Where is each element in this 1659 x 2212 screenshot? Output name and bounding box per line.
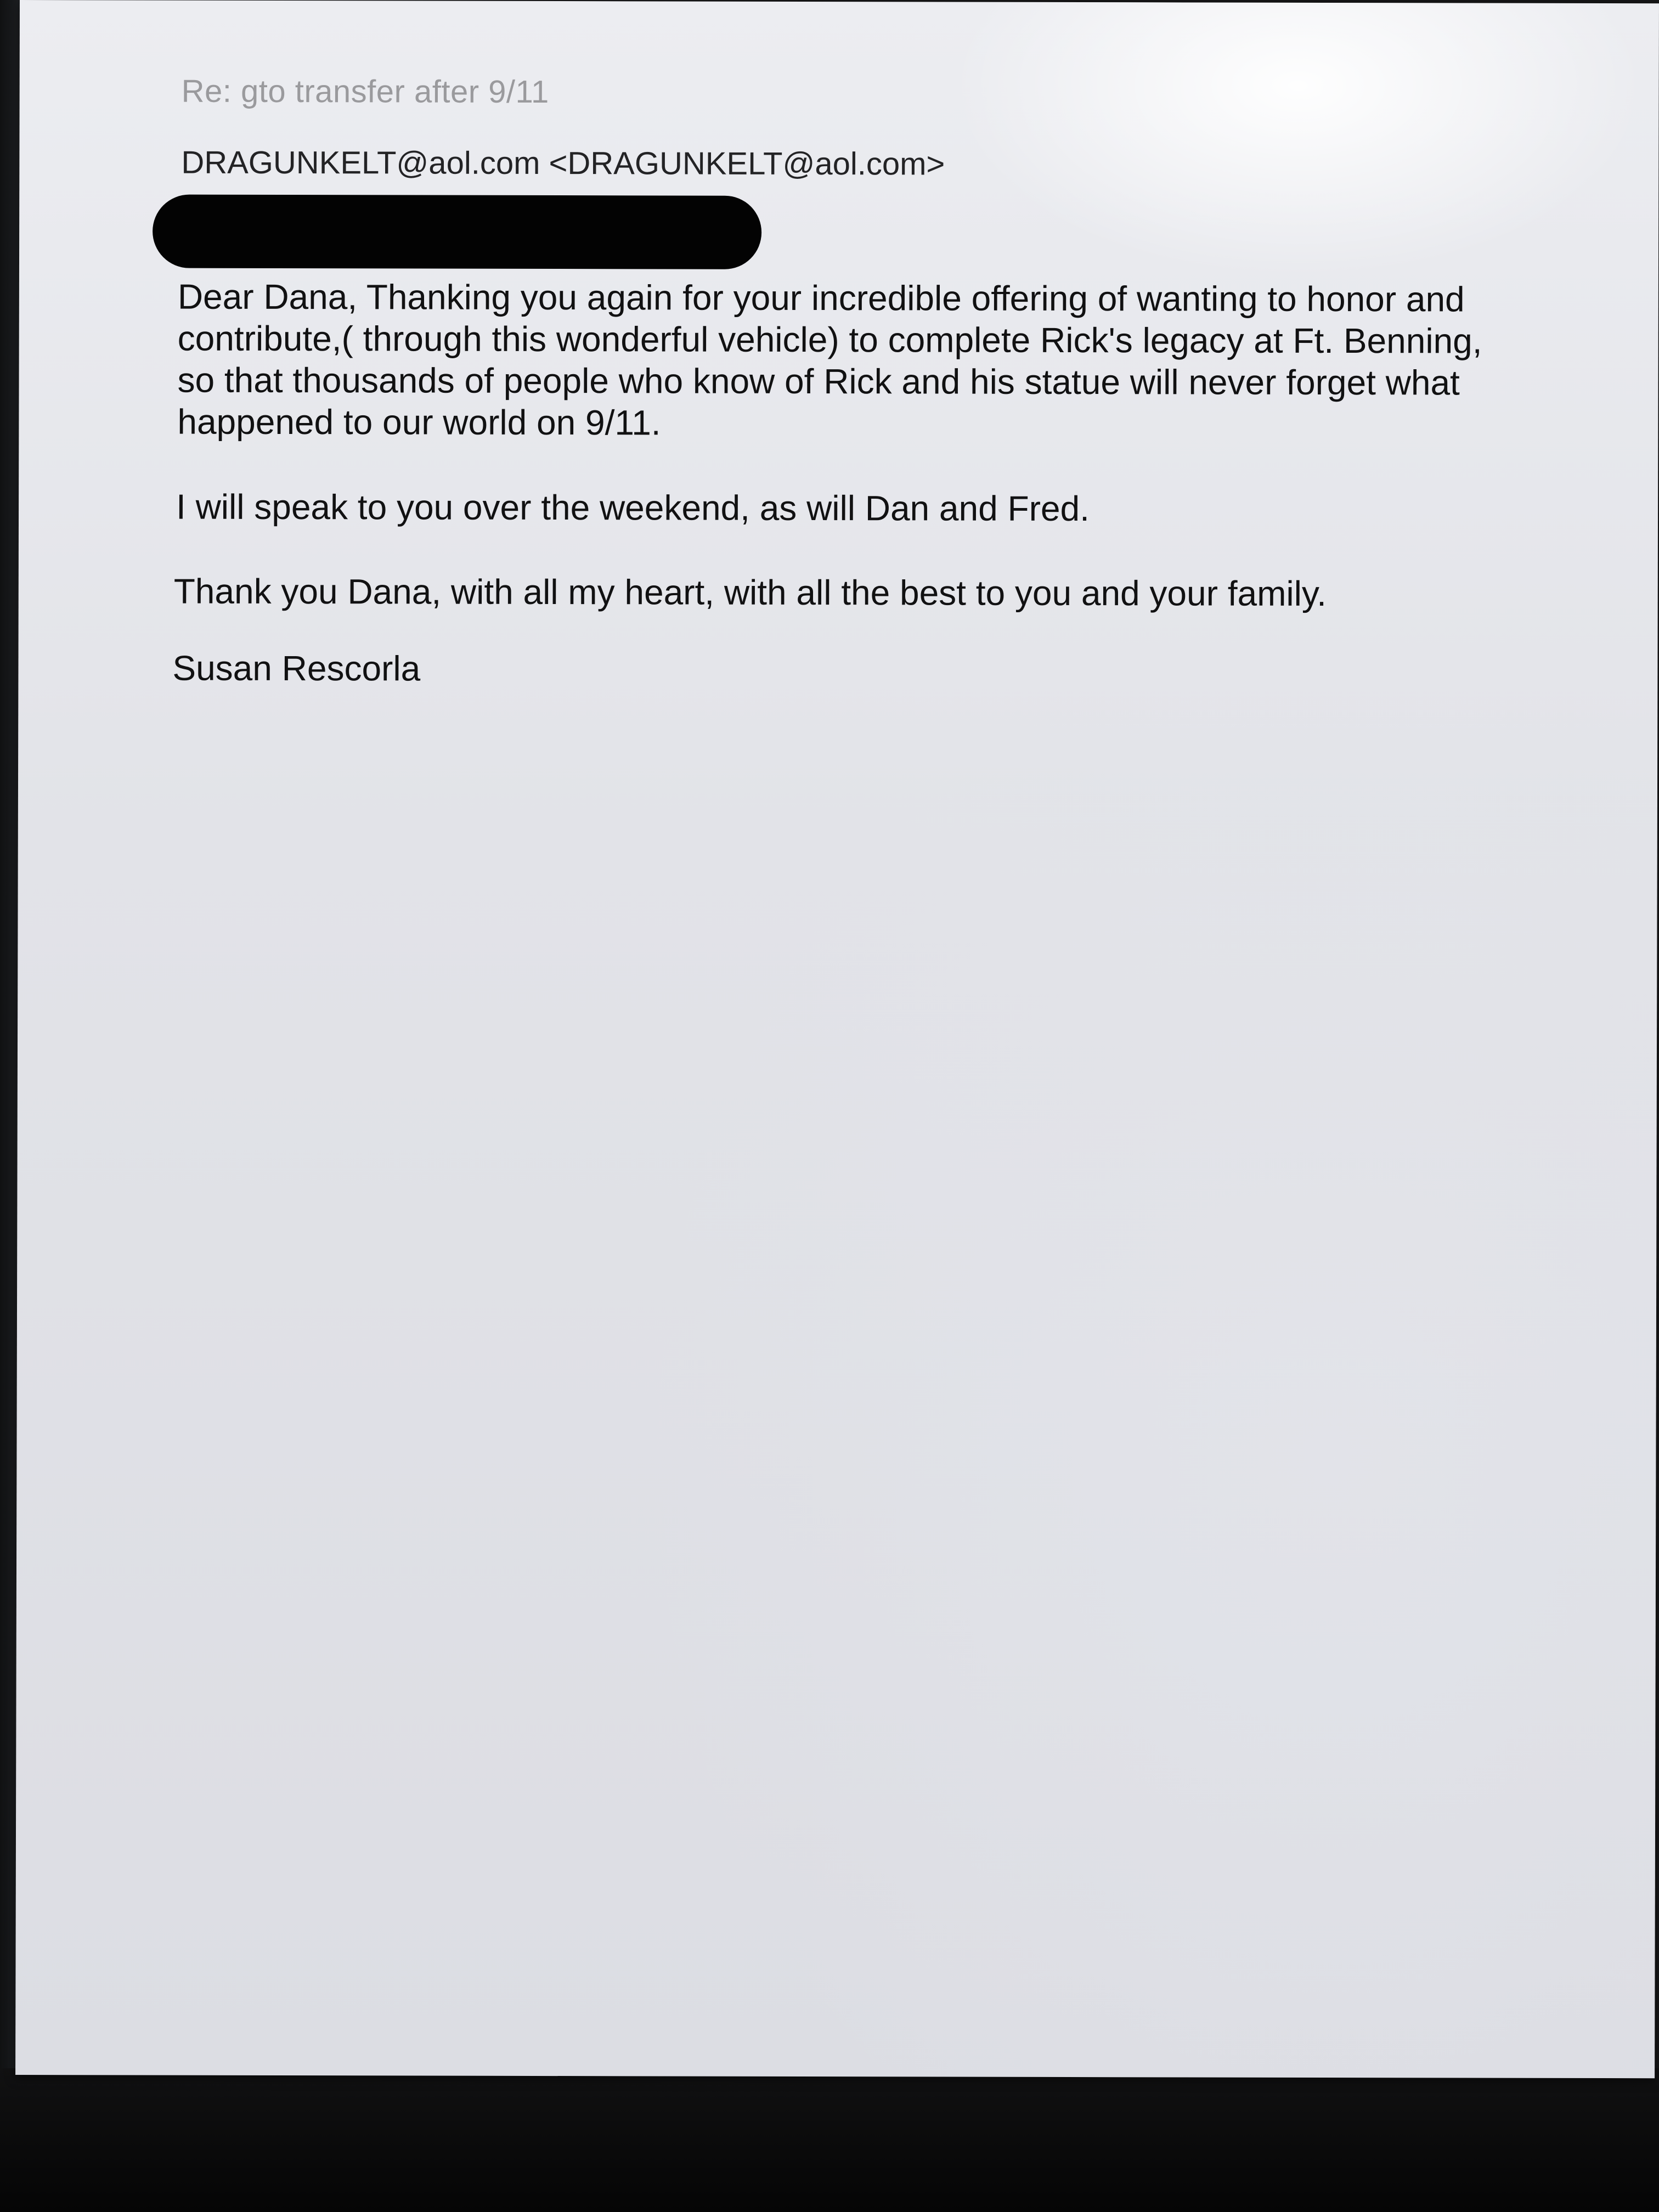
- email-sender: DRAGUNKELT@aol.com <DRAGUNKELT@aol.com>: [181, 144, 945, 182]
- redaction-bar: [153, 195, 761, 269]
- email-body-paragraph-3: Thank you Dana, with all my heart, with all the best to you and your family.: [173, 571, 1327, 613]
- body-line: Dear Dana, Thanking you again for your incredible offering of wanting to honor and: [177, 276, 1465, 319]
- body-line: contribute,( through this wonderful vehicle) to complete Rick's legacy at Ft. Benning,: [177, 318, 1482, 361]
- email-body-paragraph-1: [177, 276, 1571, 445]
- email-signature: Susan Rescorla: [172, 648, 421, 689]
- printed-email-page: [15, 0, 1659, 2078]
- desk-surface: [0, 2068, 1659, 2212]
- email-subject: Re: gto transfer after 9/11: [181, 73, 549, 110]
- email-body-paragraph-2: I will speak to you over the weekend, as will Dan and Fred.: [176, 487, 1090, 529]
- body-line: so that thousands of people who know of Rick and his statue will never forget what: [177, 360, 1460, 403]
- body-line: happened to our world on 9/11.: [177, 402, 661, 443]
